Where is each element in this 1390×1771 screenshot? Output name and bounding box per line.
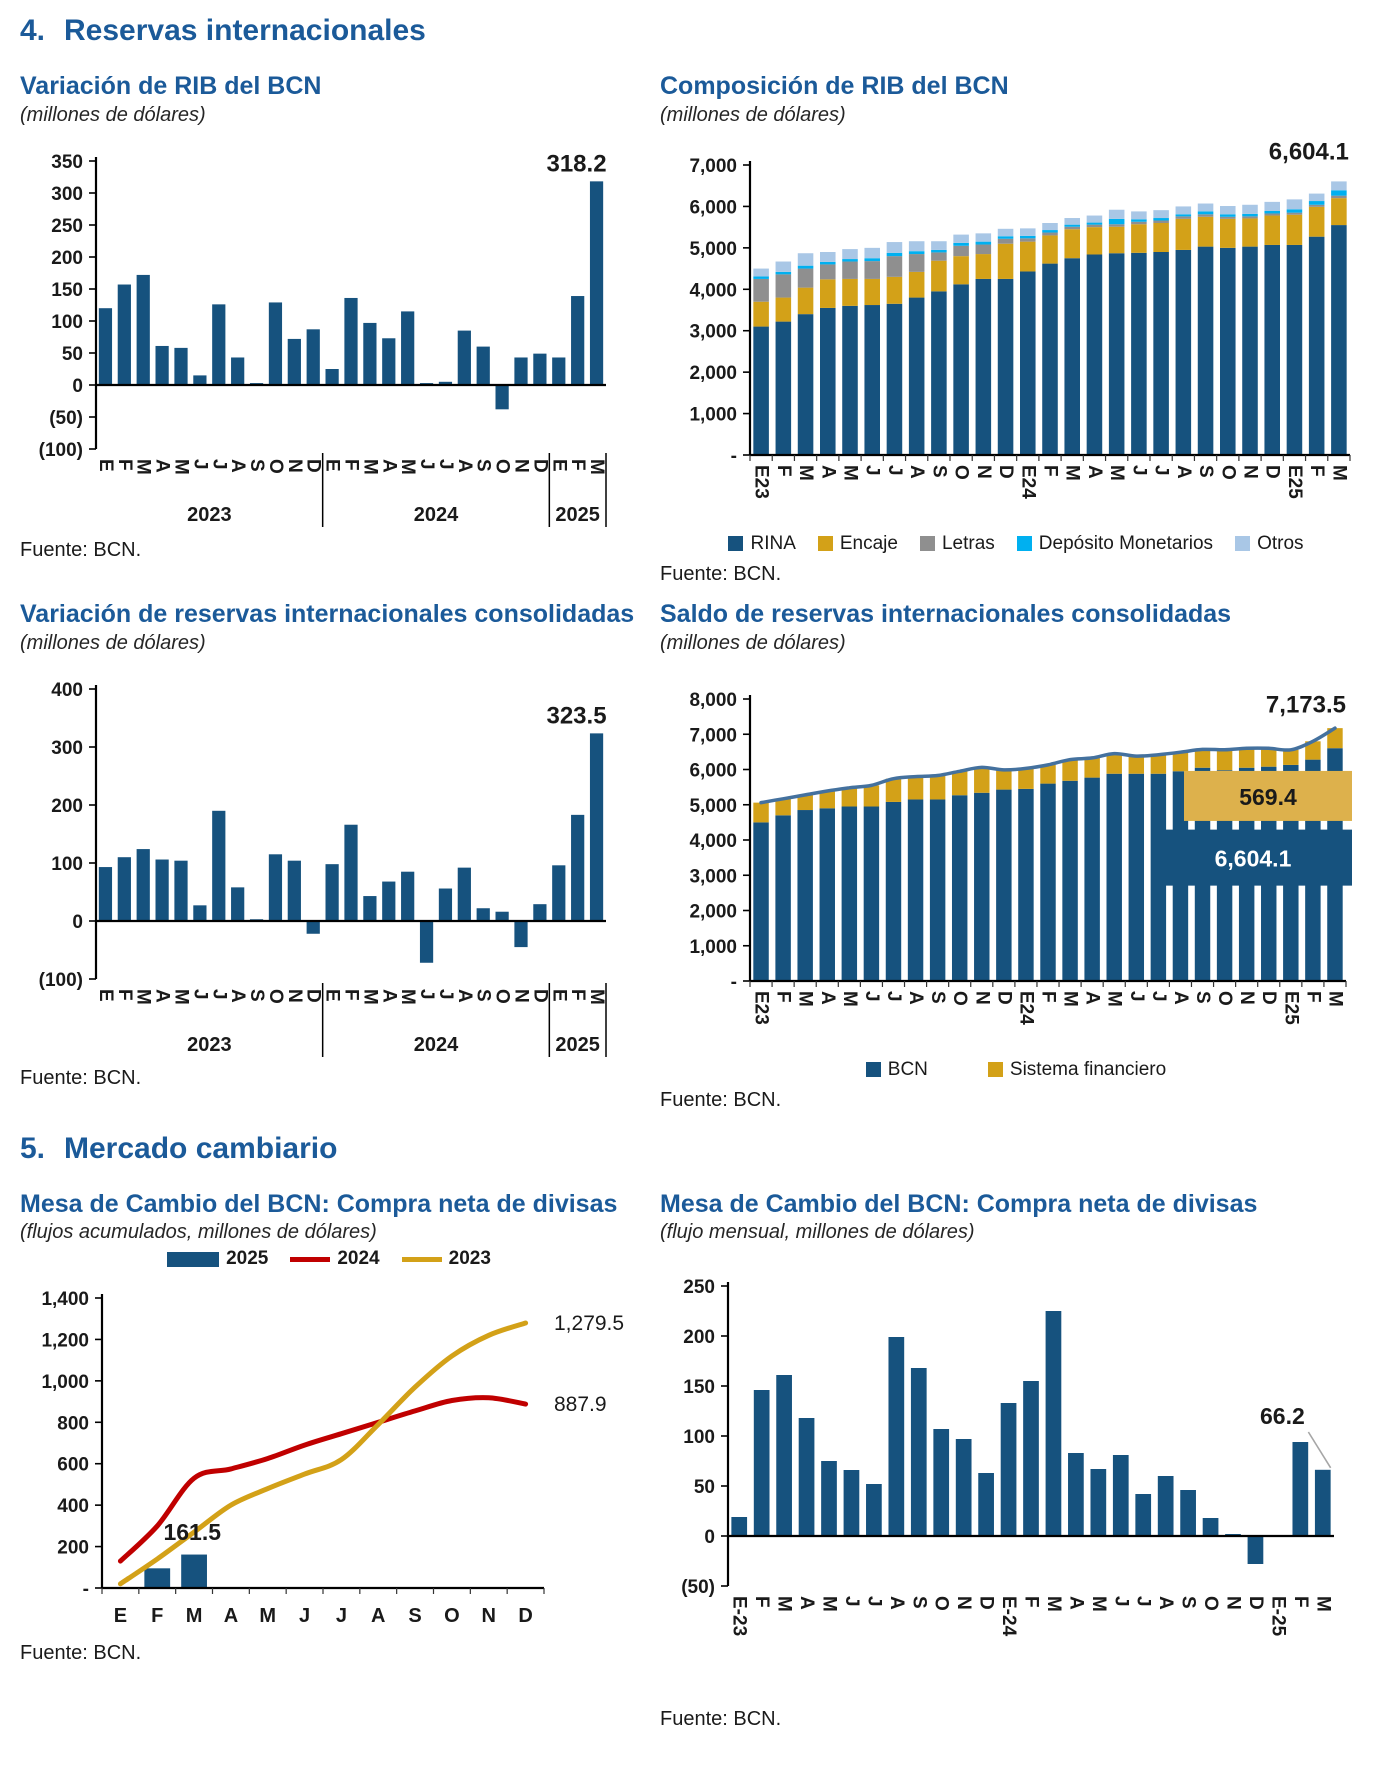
svg-text:2024: 2024 — [413, 1033, 459, 1056]
legend-label: Otros — [1257, 532, 1304, 554]
svg-text:0: 0 — [704, 1527, 715, 1549]
svg-text:161.5: 161.5 — [163, 1519, 222, 1546]
svg-text:O: O — [1214, 990, 1236, 1006]
svg-text:A: A — [796, 1596, 818, 1610]
svg-text:F: F — [567, 988, 589, 1001]
svg-text:O: O — [1200, 1596, 1222, 1612]
svg-text:M: M — [259, 1605, 277, 1628]
svg-text:2,000: 2,000 — [689, 901, 737, 922]
svg-text:400: 400 — [51, 679, 83, 701]
svg-text:M: M — [1059, 990, 1081, 1007]
svg-text:S: S — [246, 458, 268, 472]
svg-text:6,604.1: 6,604.1 — [1268, 138, 1349, 166]
legend-label: BCN — [887, 1058, 928, 1080]
svg-text:318.2: 318.2 — [546, 150, 607, 178]
source-note: Fuente: BCN. — [20, 1066, 142, 1089]
mesa-cambio-acumulado-plot — [20, 1274, 638, 1634]
svg-text:M: M — [1328, 464, 1350, 481]
svg-text:M: M — [397, 988, 419, 1005]
svg-text:N: N — [481, 1605, 496, 1628]
svg-text:D: D — [1244, 1596, 1266, 1610]
svg-text:S: S — [928, 464, 950, 478]
svg-text:J: J — [189, 988, 211, 1000]
svg-text:-: - — [730, 445, 737, 467]
svg-text:5,000: 5,000 — [689, 238, 737, 260]
svg-text:M: M — [397, 458, 419, 475]
svg-text:J: J — [434, 988, 456, 1000]
svg-text:N: N — [283, 988, 305, 1003]
svg-text:M: M — [795, 464, 817, 481]
svg-text:6,000: 6,000 — [689, 760, 737, 781]
svg-text:2023: 2023 — [187, 503, 232, 526]
legend-swatch-icon — [1017, 536, 1032, 551]
svg-text:M: M — [170, 988, 192, 1005]
svg-text:J: J — [861, 464, 883, 476]
svg-text:A: A — [816, 990, 838, 1005]
svg-text:A: A — [223, 1605, 239, 1628]
svg-text:4,000: 4,000 — [689, 280, 737, 302]
svg-text:J: J — [840, 1596, 862, 1607]
svg-text:D: D — [1261, 464, 1283, 479]
svg-text:J: J — [883, 464, 905, 476]
svg-text:M: M — [1087, 1596, 1109, 1613]
svg-text:J: J — [208, 458, 230, 470]
svg-text:7,173.5: 7,173.5 — [1265, 690, 1346, 718]
svg-text:6,000: 6,000 — [689, 197, 737, 219]
svg-text:E-23: E-23 — [728, 1596, 750, 1637]
legend-label: 2023 — [448, 1248, 491, 1270]
svg-text:J: J — [416, 458, 438, 470]
svg-text:D: D — [993, 990, 1015, 1005]
legend-label: 2025 — [226, 1248, 269, 1270]
svg-text:F: F — [1302, 990, 1324, 1003]
mesa-cambio-mensual-plot-svg — [660, 1248, 1360, 1682]
svg-text:M: M — [838, 990, 860, 1007]
svg-text:M: M — [1312, 1596, 1334, 1613]
svg-text:J: J — [1150, 464, 1172, 476]
svg-text:M: M — [359, 458, 381, 475]
chart-subtitle: (millones de dólares) — [660, 631, 846, 654]
svg-text:N: N — [283, 458, 305, 473]
svg-text:A: A — [371, 1605, 386, 1628]
svg-text:2,000: 2,000 — [689, 362, 737, 384]
svg-text:O: O — [949, 990, 971, 1006]
source-note: Fuente: BCN. — [660, 1088, 782, 1111]
saldo-consolidadas-plot — [660, 659, 1372, 1057]
chart-title: Saldo de reservas internacionales consolidadas — [660, 599, 1232, 628]
svg-text:J: J — [335, 1605, 347, 1628]
svg-text:A: A — [227, 988, 249, 1003]
legend-label: Sistema financiero — [1009, 1058, 1167, 1080]
svg-text:A: A — [906, 464, 928, 479]
svg-text:O: O — [264, 458, 286, 474]
svg-text:M: M — [185, 1605, 203, 1628]
svg-text:(50): (50) — [681, 1577, 715, 1599]
svg-text:O: O — [491, 458, 513, 474]
legend-label: 2024 — [337, 1248, 380, 1270]
svg-text:E: E — [548, 458, 570, 472]
svg-text:S: S — [472, 988, 494, 1002]
svg-text:66.2: 66.2 — [1259, 1403, 1305, 1430]
svg-text:200: 200 — [57, 1537, 89, 1559]
svg-text:O: O — [930, 1596, 952, 1612]
svg-text:A: A — [378, 988, 400, 1003]
svg-text:0: 0 — [72, 911, 83, 933]
svg-text:N: N — [1239, 464, 1261, 479]
chart-saldo-consolidadas — [660, 600, 1372, 1112]
svg-text:(100): (100) — [38, 969, 83, 991]
chart-subtitle: (millones de dólares) — [20, 631, 206, 654]
svg-text:J: J — [863, 1596, 885, 1607]
svg-text:A: A — [1169, 990, 1191, 1005]
svg-text:N: N — [971, 990, 993, 1005]
svg-text:200: 200 — [51, 247, 83, 269]
svg-text:J: J — [1125, 990, 1147, 1002]
svg-text:S: S — [927, 990, 949, 1004]
section-5-title: Mercado cambiario — [64, 1131, 338, 1165]
svg-text:F: F — [340, 988, 362, 1001]
svg-text:3,000: 3,000 — [689, 321, 737, 343]
legend-swatch-icon — [728, 536, 743, 551]
legend-swatch-icon — [167, 1252, 219, 1267]
svg-text:-: - — [730, 971, 737, 993]
svg-text:O: O — [264, 988, 286, 1004]
svg-text:D: D — [529, 458, 551, 473]
chart-subtitle: (millones de dólares) — [660, 103, 846, 126]
legend-label: Letras — [941, 532, 995, 554]
svg-text:1,200: 1,200 — [41, 1330, 89, 1352]
svg-text:D: D — [995, 464, 1017, 479]
chart-subtitle: (flujo mensual, millones de dólares) — [660, 1221, 975, 1244]
svg-text:D: D — [975, 1596, 997, 1610]
svg-text:M: M — [794, 990, 816, 1007]
svg-text:350: 350 — [51, 151, 83, 173]
svg-text:6,604.1: 6,604.1 — [1214, 845, 1292, 872]
svg-text:F: F — [1289, 1596, 1311, 1608]
svg-text:F: F — [1020, 1596, 1042, 1608]
svg-text:J: J — [1128, 464, 1150, 476]
svg-text:1,000: 1,000 — [41, 1372, 89, 1394]
svg-text:E-25: E-25 — [1267, 1596, 1289, 1637]
variacion-consolidadas-plot — [20, 659, 638, 1059]
svg-text:A: A — [151, 988, 173, 1003]
svg-text:300: 300 — [51, 737, 83, 759]
svg-text:E24: E24 — [1015, 990, 1037, 1025]
svg-text:A: A — [1155, 1596, 1177, 1610]
svg-text:0: 0 — [72, 375, 83, 397]
svg-text:2025: 2025 — [555, 503, 600, 526]
legend-item-letras — [920, 533, 995, 555]
svg-text:D: D — [302, 988, 324, 1003]
svg-text:600: 600 — [57, 1454, 89, 1476]
svg-text:250: 250 — [51, 215, 83, 237]
composicion-rib-plot — [660, 131, 1372, 531]
svg-text:1,279.5: 1,279.5 — [554, 1312, 625, 1336]
chart-mesa-cambio-acumulado — [20, 1190, 638, 1666]
svg-text:2024: 2024 — [413, 503, 459, 526]
svg-text:E25: E25 — [1283, 464, 1305, 499]
svg-text:O: O — [1217, 464, 1239, 480]
svg-text:-: - — [82, 1579, 89, 1601]
svg-text:J: J — [1147, 990, 1169, 1002]
legend-item-bcn — [866, 1059, 928, 1081]
variacion-consolidadas-plot-svg — [20, 659, 620, 1059]
svg-text:F: F — [772, 990, 794, 1003]
svg-text:F: F — [151, 1605, 164, 1628]
svg-text:J: J — [416, 988, 438, 1000]
svg-text:400: 400 — [57, 1496, 89, 1518]
svg-text:150: 150 — [683, 1377, 715, 1399]
legend-swatch-icon — [920, 536, 935, 551]
svg-text:J: J — [299, 1605, 311, 1628]
chart-mesa-cambio-mensual — [660, 1190, 1372, 1732]
svg-text:A: A — [453, 458, 475, 473]
svg-text:E: E — [548, 988, 570, 1002]
svg-text:A: A — [817, 464, 839, 479]
svg-text:M: M — [1061, 464, 1083, 481]
svg-text:F: F — [340, 458, 362, 471]
section-4-number: 4. — [20, 14, 46, 47]
svg-text:50: 50 — [61, 343, 83, 365]
svg-text:N: N — [1236, 990, 1258, 1005]
svg-text:A: A — [1172, 464, 1194, 479]
source-note: Fuente: BCN. — [20, 1642, 142, 1665]
variacion-rib-plot — [20, 131, 638, 531]
chart-title: Mesa de Cambio del BCN: Compra neta de divisas — [20, 1189, 618, 1218]
chart-title: Mesa de Cambio del BCN: Compra neta de divisas — [660, 1189, 1258, 1218]
legend-swatch-icon — [866, 1062, 881, 1077]
svg-text:1,000: 1,000 — [689, 404, 737, 426]
svg-text:N: N — [972, 464, 994, 479]
svg-text:J: J — [882, 990, 904, 1002]
svg-text:200: 200 — [683, 1327, 715, 1349]
svg-text:S: S — [408, 1605, 422, 1628]
svg-text:D: D — [302, 458, 324, 473]
svg-text:M: M — [818, 1596, 840, 1613]
source-note: Fuente: BCN. — [20, 538, 142, 561]
svg-text:F: F — [1039, 464, 1061, 477]
svg-text:150: 150 — [51, 279, 83, 301]
svg-text:E: E — [321, 988, 343, 1002]
svg-text:569.4: 569.4 — [1239, 783, 1297, 810]
svg-text:M: M — [586, 458, 608, 475]
saldo-consolidadas-legend — [660, 1059, 1372, 1081]
svg-text:M: M — [132, 458, 154, 475]
svg-text:F: F — [751, 1596, 773, 1608]
svg-text:7,000: 7,000 — [689, 155, 737, 177]
svg-text:E: E — [113, 1605, 128, 1628]
chart-title: Variación de reservas internacionales consolidadas — [20, 599, 635, 628]
source-note: Fuente: BCN. — [660, 562, 782, 585]
svg-text:A: A — [151, 458, 173, 473]
composicion-rib-plot-svg — [660, 131, 1360, 531]
svg-text:2023: 2023 — [187, 1033, 232, 1056]
mesa-cambio-acumulado-legend — [20, 1248, 638, 1270]
legend-swatch-icon — [988, 1062, 1003, 1077]
svg-text:5,000: 5,000 — [689, 795, 737, 817]
svg-text:M: M — [132, 988, 154, 1005]
charts-row-2 — [20, 600, 1372, 1126]
svg-text:F: F — [1306, 464, 1328, 477]
svg-text:S: S — [1192, 990, 1214, 1004]
svg-text:M: M — [1042, 1596, 1064, 1613]
svg-text:(100): (100) — [38, 439, 83, 461]
svg-text:8,000: 8,000 — [689, 689, 737, 711]
svg-text:F: F — [567, 458, 589, 471]
svg-text:50: 50 — [693, 1477, 715, 1499]
chart-subtitle: (flujos acumulados, millones de dólares) — [20, 1221, 377, 1244]
svg-text:D: D — [1258, 990, 1280, 1005]
svg-text:4,000: 4,000 — [689, 830, 737, 852]
chart-variacion-consolidadas — [20, 600, 638, 1090]
svg-text:E: E — [94, 458, 116, 472]
chart-composicion-rib — [660, 72, 1372, 586]
svg-text:O: O — [444, 1605, 460, 1628]
svg-text:S: S — [472, 458, 494, 472]
svg-text:E23: E23 — [750, 990, 772, 1025]
chart-title: Variación de RIB del BCN — [20, 72, 322, 100]
svg-text:D: D — [518, 1605, 533, 1628]
svg-text:S: S — [246, 988, 268, 1002]
svg-text:250: 250 — [683, 1277, 715, 1299]
svg-text:200: 200 — [51, 795, 83, 817]
section-4-title: Reservas internacionales — [64, 14, 426, 47]
svg-text:F: F — [1037, 990, 1059, 1003]
svg-text:800: 800 — [57, 1413, 89, 1435]
legend-label: Depósito Monetarios — [1038, 532, 1214, 554]
svg-text:N: N — [953, 1596, 975, 1610]
svg-text:S: S — [908, 1596, 930, 1609]
svg-text:J: J — [1132, 1596, 1154, 1607]
svg-text:100: 100 — [51, 853, 83, 875]
svg-text:M: M — [839, 464, 861, 481]
legend-item-2025 — [167, 1248, 268, 1270]
svg-text:A: A — [1083, 464, 1105, 479]
svg-text:M: M — [170, 458, 192, 475]
svg-text:M: M — [1103, 990, 1125, 1007]
charts-row-1 — [20, 72, 1372, 600]
svg-text:M: M — [1324, 990, 1346, 1007]
svg-text:O: O — [491, 988, 513, 1004]
chart-variacion-rib — [20, 72, 638, 562]
svg-text:N: N — [1222, 1596, 1244, 1610]
svg-text:A: A — [378, 458, 400, 473]
svg-text:M: M — [1106, 464, 1128, 481]
section-5-heading — [20, 1132, 1372, 1166]
svg-text:E: E — [94, 988, 116, 1002]
legend-swatch-icon — [1235, 536, 1250, 551]
section-5-number: 5. — [20, 1131, 46, 1165]
svg-text:(50): (50) — [49, 407, 83, 429]
legend-item-otros — [1235, 533, 1303, 555]
svg-text:887.9: 887.9 — [554, 1393, 607, 1417]
svg-text:323.5: 323.5 — [546, 701, 607, 729]
legend-item-rina — [728, 533, 795, 555]
mesa-cambio-mensual-plot — [660, 1248, 1372, 1682]
svg-text:A: A — [227, 458, 249, 473]
svg-text:E: E — [321, 458, 343, 472]
svg-text:A: A — [905, 990, 927, 1005]
svg-text:F: F — [113, 988, 135, 1001]
svg-text:F: F — [772, 464, 794, 477]
svg-text:M: M — [359, 988, 381, 1005]
svg-text:M: M — [773, 1596, 795, 1613]
svg-text:100: 100 — [683, 1427, 715, 1449]
svg-text:N: N — [510, 988, 532, 1003]
svg-text:A: A — [1065, 1596, 1087, 1610]
charts-row-3 — [20, 1190, 1372, 1746]
svg-text:7,000: 7,000 — [689, 724, 737, 746]
svg-text:A: A — [885, 1596, 907, 1610]
svg-text:1,400: 1,400 — [41, 1289, 89, 1311]
svg-text:300: 300 — [51, 183, 83, 205]
svg-text:1,000: 1,000 — [689, 936, 737, 958]
legend-swatch-icon — [818, 536, 833, 551]
svg-text:100: 100 — [51, 311, 83, 333]
svg-text:S: S — [1177, 1596, 1199, 1609]
legend-label: RINA — [750, 532, 796, 554]
chart-title: Composición de RIB del BCN — [660, 72, 1009, 100]
saldo-consolidadas-plot-svg — [660, 659, 1360, 1057]
chart-subtitle: (millones de dólares) — [20, 103, 206, 126]
legend-item-2024 — [290, 1248, 379, 1270]
legend-item-encaje — [818, 533, 898, 555]
legend-item-sistema-financiero — [988, 1059, 1166, 1081]
svg-text:J: J — [434, 458, 456, 470]
svg-text:A: A — [453, 988, 475, 1003]
svg-text:E24: E24 — [1017, 464, 1039, 499]
variacion-rib-plot-svg — [20, 131, 620, 531]
svg-text:S: S — [1195, 464, 1217, 478]
mesa-cambio-acumulado-plot-svg — [20, 1274, 640, 1634]
legend-item-depósito-monetarios — [1017, 533, 1213, 555]
svg-text:J: J — [208, 988, 230, 1000]
svg-text:O: O — [950, 464, 972, 480]
svg-text:3,000: 3,000 — [689, 865, 737, 887]
legend-swatch-icon — [402, 1257, 442, 1262]
svg-text:J: J — [860, 990, 882, 1002]
svg-text:J: J — [1110, 1596, 1132, 1607]
legend-item-2023 — [402, 1248, 491, 1270]
svg-text:F: F — [113, 458, 135, 471]
svg-text:D: D — [529, 988, 551, 1003]
svg-text:M: M — [586, 988, 608, 1005]
svg-text:2025: 2025 — [555, 1033, 600, 1056]
svg-text:A: A — [1081, 990, 1103, 1005]
source-note: Fuente: BCN. — [660, 1708, 782, 1731]
svg-text:E-24: E-24 — [998, 1596, 1020, 1637]
svg-text:N: N — [510, 458, 532, 473]
svg-text:J: J — [189, 458, 211, 470]
legend-swatch-icon — [290, 1257, 330, 1262]
legend-label: Encaje — [839, 532, 898, 554]
composicion-rib-legend — [660, 533, 1372, 555]
svg-text:E25: E25 — [1280, 990, 1302, 1025]
section-4-heading — [20, 14, 1372, 48]
svg-text:E23: E23 — [750, 464, 772, 499]
